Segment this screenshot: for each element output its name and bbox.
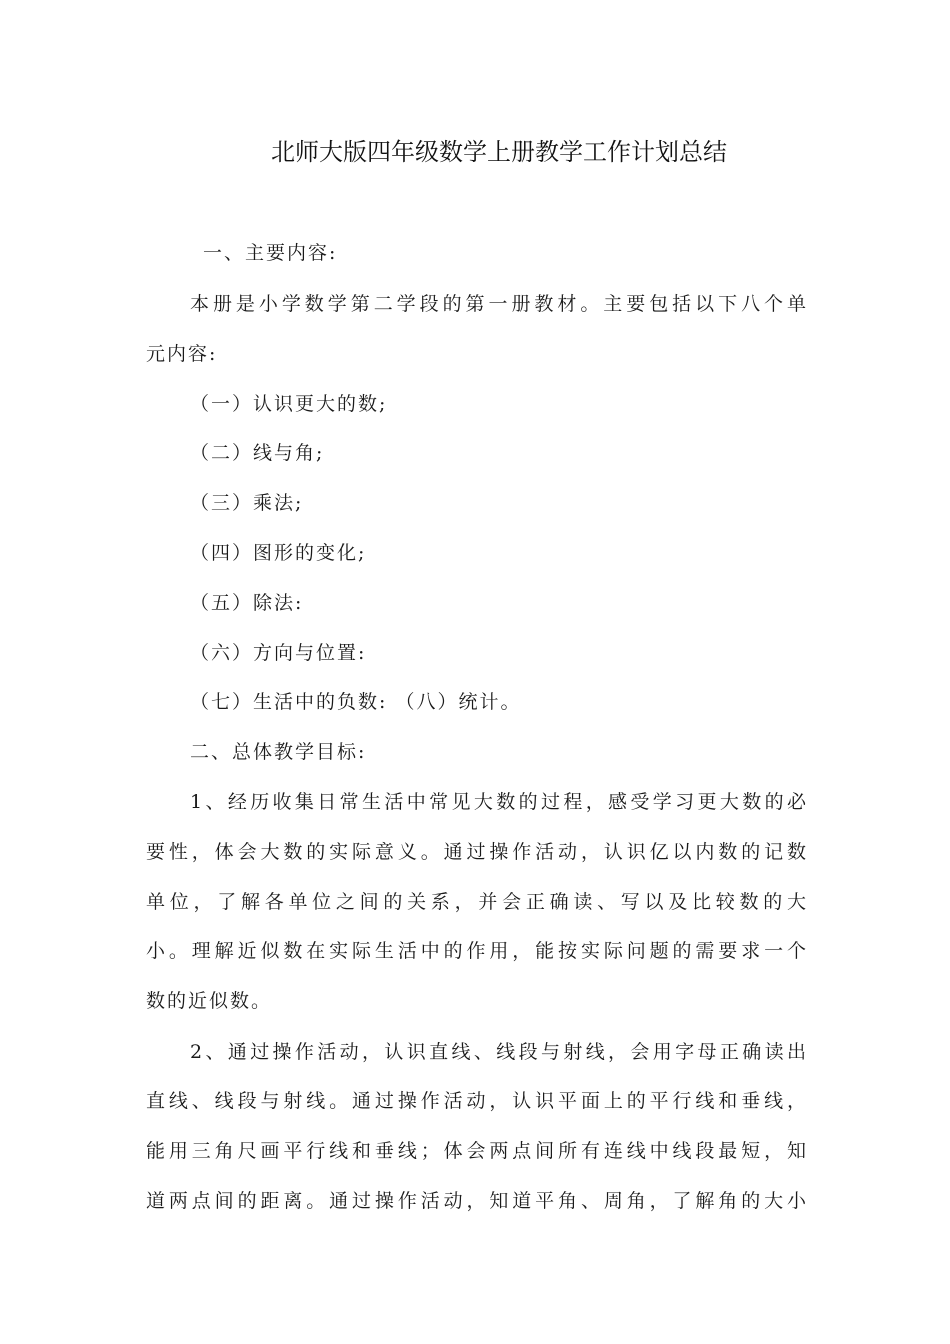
unit-item-7-8: （七）生活中的负数: （八）统计。 (190, 691, 522, 713)
section-heading-main-content: 一、主要内容: (203, 242, 338, 264)
unit-item-3: （三）乘法; (190, 492, 304, 514)
paragraph-line: 道两点间的距离。通过操作活动，知道平角、周角，了解角的大小 (146, 1190, 806, 1212)
document-title: 北师大版四年级数学上册教学工作计划总结 (271, 138, 727, 166)
paragraph-line: 小。理解近似数在实际生活中的作用，能按实际问题的需要求一个 (146, 940, 806, 962)
paragraph-line: 1、经历收集日常生活中常见大数的过程，感受学习更大数的必 (190, 791, 806, 813)
paragraph-line: 直线、线段与射线。通过操作活动，认识平面上的平行线和垂线， (146, 1090, 806, 1112)
paragraph-line: 本册是小学数学第二学段的第一册教材。主要包括以下八个单 (190, 293, 806, 315)
unit-item-5: （五）除法: (190, 592, 304, 614)
unit-item-2: （二）线与角; (190, 442, 325, 464)
unit-item-6: （六）方向与位置: (190, 642, 367, 664)
paragraph-line: 能用三角尺画平行线和垂线；体会两点间所有连线中线段最短，知 (146, 1140, 806, 1162)
paragraph-line: 2、通过操作活动，认识直线、线段与射线，会用字母正确读出 (190, 1041, 806, 1063)
unit-item-1: （一）认识更大的数; (190, 393, 388, 415)
section-heading-goals: 二、总体教学目标: (190, 741, 367, 763)
paragraph-line: 要性，体会大数的实际意义。通过操作活动，认识亿以内数的记数 (146, 841, 806, 863)
paragraph-line: 单位，了解各单位之间的关系，并会正确读、写以及比较数的大 (146, 891, 806, 913)
paragraph-line: 元内容: (146, 343, 218, 365)
paragraph-line: 数的近似数。 (146, 990, 273, 1012)
unit-item-4: （四）图形的变化; (190, 542, 367, 564)
